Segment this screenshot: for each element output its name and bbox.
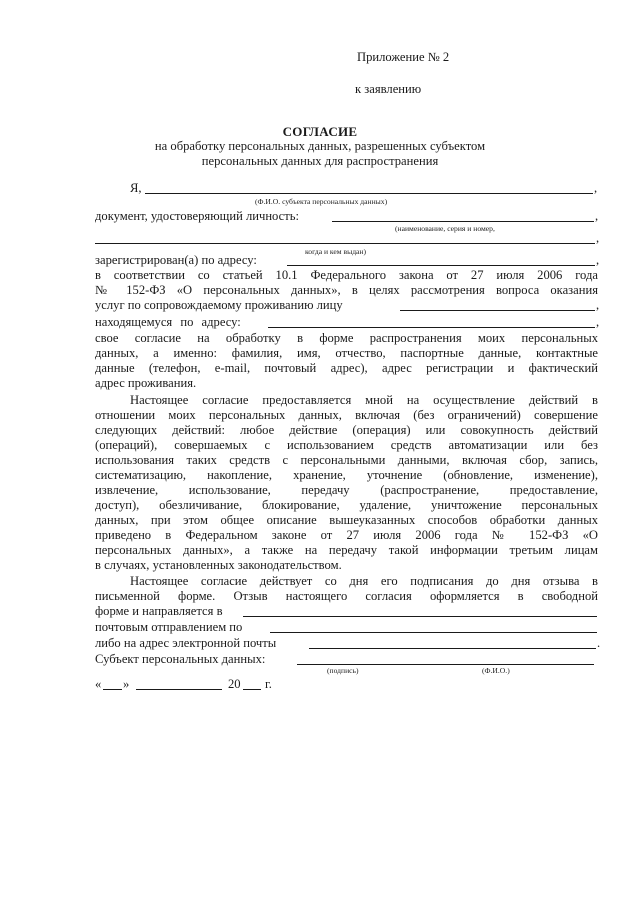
document-caption: (наименование, серия и номер, <box>395 224 495 233</box>
paragraph-1-line: систематизацию, накопление, хранение, уточнение (обновление, изменение), <box>95 468 598 482</box>
paragraph-1-line: приведено в Федеральном законе от 27 июля 2006 года № 152-ФЗ «О <box>95 528 598 542</box>
paragraph-1-line: (операций), совершаемых с использованием средств автоматизации или без <box>95 438 598 452</box>
comma: , <box>596 298 600 312</box>
document-field[interactable] <box>332 221 594 222</box>
fio-caption: (Ф.И.О. субъекта персональных данных) <box>255 197 388 206</box>
paragraph-1-end: в случаях, установленных законодательством. <box>95 558 342 572</box>
paragraph-1-line: данных, при этом общее описание вышеуказанных способов обработки данных <box>95 513 598 527</box>
document-label: документ, удостоверяющий личность: <box>95 209 300 223</box>
title-sub-2: персональных данных для распространения <box>201 154 439 168</box>
date-month-field[interactable] <box>136 689 222 690</box>
fio-field[interactable] <box>145 193 593 194</box>
paragraph-1-line: отношении моих персональных данных, включая (без ограничений) совершение <box>95 408 598 422</box>
paragraph-1-line: персональных данных», а также на передачу такой информации третьим лицам <box>95 543 598 557</box>
paragraph-1-line: следующих действий: любое действие (операция) или совокупность действий <box>95 423 598 437</box>
email-label: либо на адрес электронной почты <box>95 636 277 650</box>
consent-line: свое согласие на обработку в форме распространения моих персональных <box>95 331 598 345</box>
paragraph-1-line: использования таких средств с персональными данными, включая сбор, запись, <box>95 453 598 467</box>
paragraph-1-line: доступ), обезличивание, блокирование, удаление, уничтожение персональных <box>95 498 598 512</box>
i-label: Я, <box>130 181 142 195</box>
paragraph-1-line: Настоящее согласие предоставляется мной на осуществление действий в <box>130 393 598 407</box>
person-field[interactable] <box>400 310 595 311</box>
paragraph-2-line: письменной форме. Отзыв настоящего согласия оформляется в свободной <box>95 589 598 603</box>
document-issued-field[interactable] <box>95 243 595 244</box>
appendix-label: Приложение № 2 <box>357 50 450 64</box>
date-year-field[interactable] <box>243 689 261 690</box>
comma: , <box>596 253 600 267</box>
located-address-field[interactable] <box>268 327 595 328</box>
signature-field[interactable] <box>297 664 594 665</box>
page-title: СОГЛАСИЕ <box>282 124 358 139</box>
services-label: услуг по сопровождаемому проживанию лицу <box>95 298 343 312</box>
registered-address-field[interactable] <box>287 265 595 266</box>
sign-caption: (подпись) <box>327 666 359 675</box>
comma: , <box>596 315 600 329</box>
period: . <box>597 636 601 650</box>
postal-address-field[interactable] <box>270 632 597 633</box>
fio-signature-caption: (Ф.И.О.) <box>482 666 510 675</box>
located-label: находящемуся по адресу: <box>95 315 241 329</box>
to-application-label: к заявлению <box>355 82 422 96</box>
date-year-prefix: 20 <box>228 677 241 691</box>
consent-line: данные (телефон, e-mail, почтовый адрес), адрес регистрации и фактический <box>95 361 598 375</box>
comma: , <box>594 181 598 195</box>
paragraph-2-line: Настоящее согласие действует со дня его подписания до дня отзыва в <box>130 574 598 588</box>
title-sub-1: на обработку персональных данных, разрешенных субъектом <box>154 139 486 153</box>
recipient-field[interactable] <box>243 616 597 617</box>
law-line: в соответствии со статьей 10.1 Федерального закона от 27 июля 2006 года <box>95 268 598 282</box>
law-line: № 152-ФЗ «О персональных данных», в целях рассмотрения вопроса оказания <box>95 283 598 297</box>
postal-label: почтовым отправлением по <box>95 620 243 634</box>
date-close-quote: » <box>123 677 130 691</box>
consent-line-last: адрес проживания. <box>95 376 197 390</box>
comma: , <box>596 231 600 245</box>
date-day-field[interactable] <box>103 689 122 690</box>
date-open-quote: « <box>95 677 102 691</box>
paragraph-1-line: извлечение, использование, передачу (распространение, предоставление, <box>95 483 598 497</box>
consent-line: данных, а именно: фамилия, имя, отчество, паспортные данные, контактные <box>95 346 598 360</box>
form-sent-label: форме и направляется в <box>95 604 223 618</box>
email-field[interactable] <box>309 648 596 649</box>
subject-label: Субъект персональных данных: <box>95 652 266 666</box>
date-year-suffix: г. <box>265 677 272 691</box>
issued-caption: когда и кем выдан) <box>305 247 367 256</box>
registered-label: зарегистрирован(а) по адресу: <box>95 253 257 267</box>
comma: , <box>595 209 599 223</box>
